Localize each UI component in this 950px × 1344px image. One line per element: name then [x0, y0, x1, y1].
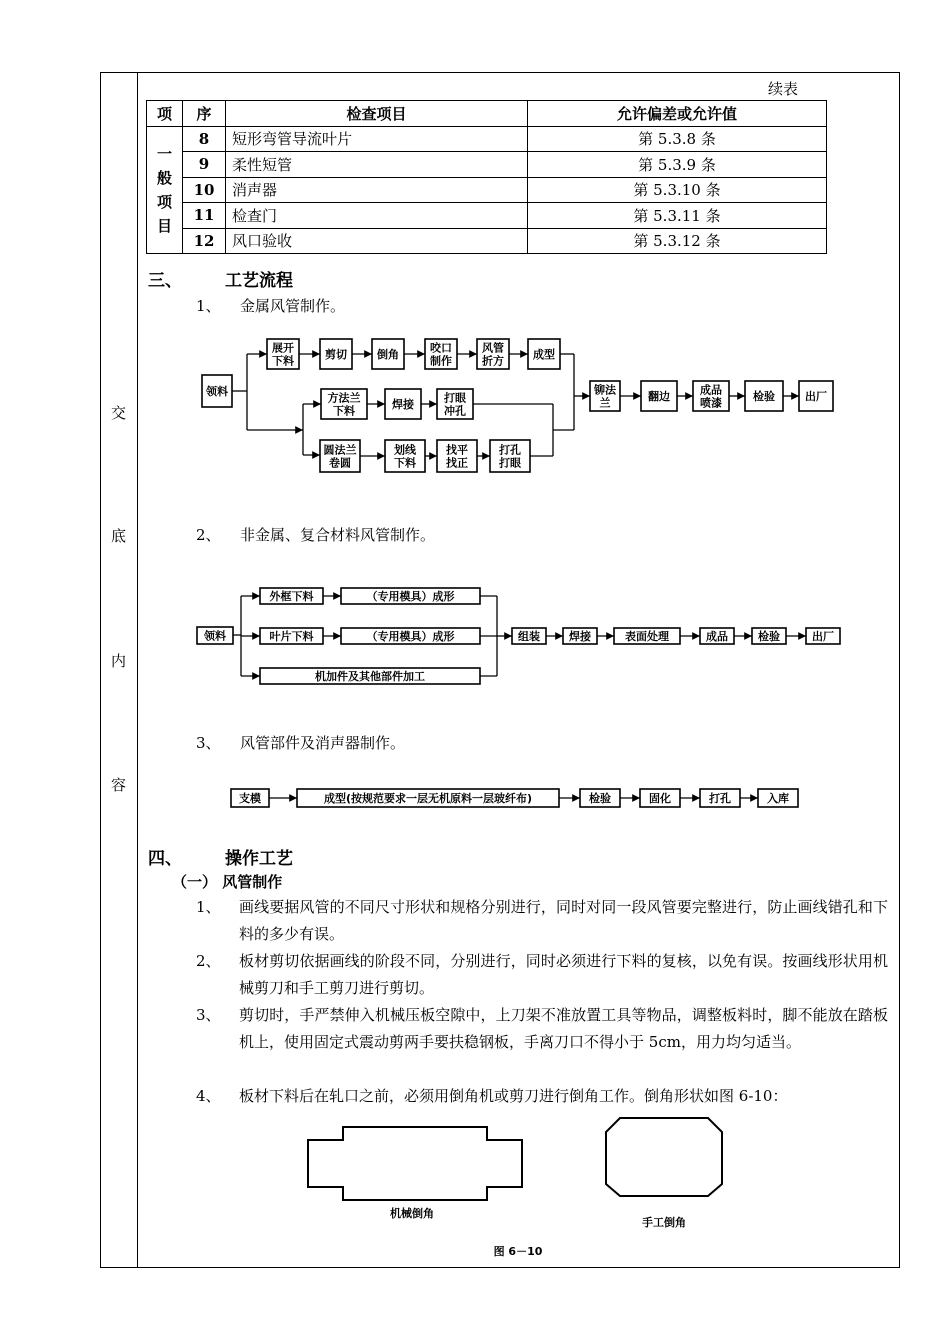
paragraph	[196, 948, 888, 1002]
item-number: 2、	[196, 526, 221, 544]
row-item: 短形弯管导流叶片	[226, 126, 528, 152]
para-number: 1、	[196, 898, 221, 916]
flow2-branch-step-label: （专用模具）成形	[366, 590, 455, 603]
header-category: 项	[147, 101, 183, 127]
side-label-char: 交	[110, 404, 126, 422]
flow1-mid-step-label: 打眼	[444, 391, 466, 405]
side-label-char: 内	[110, 652, 126, 670]
flow2-tail-step-label: 表面处理	[625, 630, 669, 643]
flow1-mid-step-label: 冲孔	[444, 404, 466, 418]
section4-number: 四、	[148, 849, 182, 869]
flow1-top-step-label: 折方	[482, 354, 504, 368]
row-no: 10	[183, 177, 226, 203]
flow2-branch-step-label: 机加件及其他部件加工	[315, 670, 425, 683]
category-cell: 一 般 项 目	[147, 126, 183, 254]
flow1-start-label: 领料	[206, 385, 228, 398]
flow2-tail-step-label: 组装	[518, 630, 540, 643]
row-no: 11	[183, 203, 226, 229]
figure-caption: 图 6－10	[493, 1245, 543, 1258]
row-value: 第 5.3.11 条	[528, 203, 827, 229]
flow1-tail-step-label: 喷漆	[700, 396, 722, 410]
para-text: 板材下料后在轧口之前，必须用倒角机或剪刀进行倒角工作。倒角形状如图 6-10：	[239, 1087, 788, 1105]
side-label-char: 底	[110, 527, 126, 545]
header-value: 允许偏差或允许值	[528, 101, 827, 127]
flow3-step-label: 支模	[239, 792, 261, 805]
row-no: 12	[183, 228, 226, 254]
section4-sub: （一） 风管制作	[172, 873, 283, 891]
para-number: 3、	[196, 1006, 221, 1024]
flow2-tail-step-label: 检验	[758, 630, 780, 643]
flow3-step-label: 成型(按规范要求一层无机原料一层玻纤布)	[323, 792, 533, 805]
side-label-char: 容	[110, 776, 126, 794]
flow2-branch-step-label: （专用模具）成形	[366, 630, 455, 643]
paragraph	[196, 894, 888, 948]
flow1-bottom-step-label: 圆法兰	[323, 443, 357, 457]
header-item: 检查项目	[226, 101, 528, 127]
flow1-bottom-step-label: 找平	[446, 443, 468, 457]
section4-title: 操作工艺	[225, 849, 293, 869]
flow1-bottom-step-label: 卷圆	[329, 456, 351, 470]
flow1-top-step-label: 展开	[272, 341, 294, 355]
flow2-tail-step-label: 焊接	[569, 630, 591, 643]
flow3-step-label: 固化	[649, 792, 671, 805]
row-item: 检查门	[226, 203, 528, 229]
row-item: 消声器	[226, 177, 528, 203]
flow1-bottom-step-label: 打眼	[499, 456, 521, 470]
flow1-bottom-step-label: 找正	[446, 456, 468, 470]
paragraph	[196, 1002, 888, 1056]
flow3-step-label: 检验	[589, 792, 611, 805]
item-text: 非金属、复合材料风管制作。	[240, 526, 436, 544]
flow1-tail-step-label: 铆法	[594, 383, 616, 397]
row-no: 8	[183, 126, 226, 152]
flow2-branch-step-label: 外框下料	[269, 590, 314, 603]
flow1-tail-step-label: 检验	[753, 390, 775, 403]
continued-label: 续表	[768, 80, 799, 98]
row-value: 第 5.3.10 条	[528, 177, 827, 203]
row-no: 9	[183, 152, 226, 178]
flow3-step-label: 打孔	[709, 792, 731, 805]
flow1-bottom-step-label: 划线	[394, 443, 416, 457]
row-item: 柔性短管	[226, 152, 528, 178]
para-number: 2、	[196, 952, 221, 970]
flow1-mid-step-label: 方法兰	[327, 391, 361, 405]
figure-label-right: 手工倒角	[642, 1216, 686, 1229]
flow2-tail-step-label: 出厂	[812, 630, 834, 643]
manual-chamfer-shape	[606, 1118, 722, 1196]
flow1-top-step-label: 制作	[430, 354, 452, 368]
flow3-step-label: 入库	[767, 792, 789, 805]
flow1-top-step-label: 成型	[533, 348, 555, 361]
flow2-start-label: 领料	[204, 629, 226, 643]
paragraph	[196, 1083, 888, 1110]
row-value: 第 5.3.8 条	[528, 126, 827, 152]
flow2-tail-step-label: 成品	[706, 630, 728, 643]
flow1-tail-step-label: 出厂	[805, 390, 827, 403]
header-no: 序	[183, 101, 226, 127]
para-text: 板材剪切依据画线的阶段不同，分别进行，同时必须进行下料的复核，以免有误。按画线形状用机械剪刀和手工剪刀进行剪切。	[239, 952, 888, 997]
item-text: 风管部件及消声器制作。	[240, 734, 406, 752]
section4-heading	[148, 844, 448, 868]
figure-label-left: 机械倒角	[390, 1207, 434, 1220]
row-value: 第 5.3.9 条	[528, 152, 827, 178]
flow1-top-step-label: 咬口	[430, 341, 452, 355]
section3-title: 工艺流程	[225, 271, 293, 291]
para-number: 4、	[196, 1087, 221, 1105]
row-item: 风口验收	[226, 228, 528, 254]
item-number: 3、	[196, 734, 221, 752]
para-text: 画线要据风管的不同尺寸形状和规格分别进行，同时对同一段风管要完整进行，防止画线错孔和下料的多少有误。	[239, 898, 888, 943]
flow1-bottom-step-label: 打孔	[499, 443, 521, 457]
para-text: 剪切时，手严禁伸入机械压板空隙中，上刀架不准放置工具等物品，调整板料时，脚不能放在踏板机上，使用固定式震动剪两手要扶稳钢板，手离刀口不得小于 5cm，用力均匀适当。	[239, 1006, 888, 1051]
row-value: 第 5.3.12 条	[528, 228, 827, 254]
item-text: 金属风管制作。	[240, 297, 346, 315]
flow1-mid-step-label: 焊接	[392, 398, 414, 411]
flow1-tail-step-label: 翻边	[648, 390, 670, 403]
flow1-top-step-label: 剪切	[325, 348, 347, 361]
flow1-mid-step-label: 下料	[333, 404, 355, 418]
flow1-top-step-label: 风管	[482, 341, 504, 355]
flow1-tail-step-label: 成品	[700, 383, 722, 397]
flow1-tail-step-label: 兰	[599, 396, 611, 410]
flow1-top-step-label: 倒角	[377, 348, 399, 361]
flow1-top-step-label: 下料	[272, 354, 294, 368]
section3-number: 三、	[148, 271, 182, 291]
flow1-bottom-step-label: 下料	[394, 456, 416, 470]
flow2-branch-step-label: 叶片下料	[269, 630, 314, 643]
mechanical-chamfer-shape	[308, 1127, 522, 1200]
item-number: 1、	[196, 297, 221, 315]
